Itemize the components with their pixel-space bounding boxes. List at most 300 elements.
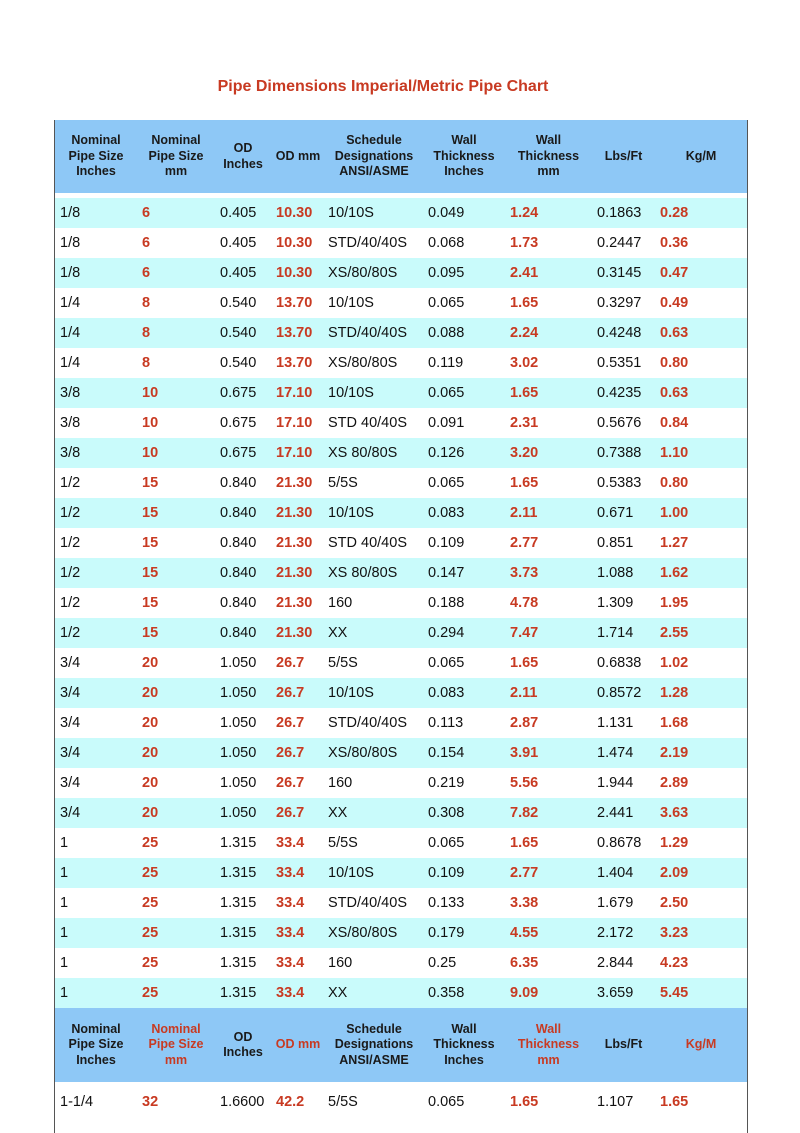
cell-od-inches: 0.540 (215, 288, 271, 318)
cell-od-mm: 17.10 (271, 438, 325, 468)
cell-lbs-ft: 1.474 (592, 738, 655, 768)
cell-od-mm: 33.4 (271, 918, 325, 948)
cell-od-inches: 1.315 (215, 828, 271, 858)
cell-nominal-mm: 6 (137, 228, 215, 258)
cell-nominal-inches: 1/8 (55, 258, 137, 288)
cell-kg-m: 4.23 (655, 948, 747, 978)
cell-wall-mm: 2.77 (505, 858, 592, 888)
cell-nominal-mm: 15 (137, 528, 215, 558)
table-row (55, 678, 747, 708)
cell-od-inches: 0.405 (215, 228, 271, 258)
table-row (55, 378, 747, 408)
cell-od-inches: 0.840 (215, 618, 271, 648)
table-row (55, 348, 747, 378)
cell-od-mm: 33.4 (271, 858, 325, 888)
cell-nominal-inches: 1/2 (55, 498, 137, 528)
cell-od-inches: 0.675 (215, 408, 271, 438)
cell-nominal-mm: 15 (137, 468, 215, 498)
cell-nominal-mm: 10 (137, 378, 215, 408)
cell-schedule: STD 40/40S (325, 528, 423, 558)
table-row (55, 588, 747, 618)
header-od-inches: OD Inches (215, 120, 271, 193)
cell-wall-mm: 3.02 (505, 348, 592, 378)
cell-kg-m: 0.80 (655, 468, 747, 498)
cell-nominal-mm: 25 (137, 948, 215, 978)
cell-nominal-mm: 10 (137, 408, 215, 438)
cell-od-inches: 1.050 (215, 708, 271, 738)
cell-kg-m: 1.28 (655, 678, 747, 708)
table-row (55, 468, 747, 498)
header-lbs-ft: Lbs/Ft (592, 120, 655, 193)
cell-wall-inches: 0.091 (423, 408, 505, 438)
cell-od-inches: 0.540 (215, 348, 271, 378)
cell-schedule: 160 (325, 768, 423, 798)
cell-wall-mm: 1.24 (505, 198, 592, 228)
cell-nominal-inches: 3/8 (55, 408, 137, 438)
cell-schedule: 5/5S (325, 828, 423, 858)
cell-od-mm: 13.70 (271, 348, 325, 378)
cell-od-inches: 1.315 (215, 918, 271, 948)
cell-od-mm: 26.7 (271, 708, 325, 738)
cell-od-mm: 26.7 (271, 678, 325, 708)
header-od-mm: OD mm (271, 120, 325, 193)
cell-nominal-inches: 1 (55, 828, 137, 858)
cell-kg-m: 2.09 (655, 858, 747, 888)
cell-schedule: STD/40/40S (325, 708, 423, 738)
cell-od-inches: 0.540 (215, 318, 271, 348)
cell-wall-inches: 0.065 (423, 468, 505, 498)
cell-kg-m: 0.84 (655, 408, 747, 438)
cell-wall-inches: 0.358 (423, 978, 505, 1008)
cell-nominal-mm: 25 (137, 888, 215, 918)
cell-wall-mm: 2.11 (505, 498, 592, 528)
cell-kg-m: 2.89 (655, 768, 747, 798)
cell-wall-inches: 0.308 (423, 798, 505, 828)
cell-schedule: STD/40/40S (325, 888, 423, 918)
cell-kg-m: 3.63 (655, 798, 747, 828)
cell-lbs-ft: 1.309 (592, 588, 655, 618)
cell-wall-mm: 9.09 (505, 978, 592, 1008)
cell-wall-inches: 0.147 (423, 558, 505, 588)
cell-lbs-ft: 1.679 (592, 888, 655, 918)
cell-od-mm: 33.4 (271, 978, 325, 1008)
cell-schedule: XS/80/80S (325, 738, 423, 768)
cell-od-inches: 0.840 (215, 528, 271, 558)
cell-od-mm: 17.10 (271, 408, 325, 438)
cell-nominal-inches: 3/4 (55, 678, 137, 708)
cell-nominal-inches: 1 (55, 918, 137, 948)
table-row (55, 1087, 747, 1117)
cell-nominal-inches: 1/4 (55, 348, 137, 378)
cell-nominal-inches: 1/8 (55, 228, 137, 258)
cell-kg-m: 1.62 (655, 558, 747, 588)
table-row (55, 828, 747, 858)
pipe-dimensions-table (55, 120, 747, 1117)
cell-od-inches: 0.405 (215, 258, 271, 288)
repeat-header-od-inches: OD Inches (215, 1008, 271, 1082)
cell-kg-m: 0.36 (655, 228, 747, 258)
cell-lbs-ft: 1.088 (592, 558, 655, 588)
cell-nominal-mm: 20 (137, 738, 215, 768)
cell-kg-m: 0.63 (655, 378, 747, 408)
cell-nominal-mm: 15 (137, 558, 215, 588)
cell-kg-m: 2.55 (655, 618, 747, 648)
cell-wall-inches: 0.113 (423, 708, 505, 738)
cell-od-mm: 26.7 (271, 648, 325, 678)
cell-wall-mm: 3.73 (505, 558, 592, 588)
cell-nominal-inches: 3/4 (55, 648, 137, 678)
repeat-header-nominal-inches: Nominal Pipe Size Inches (55, 1008, 137, 1082)
cell-kg-m: 1.68 (655, 708, 747, 738)
cell-schedule: STD 40/40S (325, 408, 423, 438)
cell-od-mm: 21.30 (271, 498, 325, 528)
table-row (55, 288, 747, 318)
cell-nominal-mm: 8 (137, 348, 215, 378)
cell-wall-mm: 7.47 (505, 618, 592, 648)
cell-nominal-inches: 1/2 (55, 558, 137, 588)
cell-od-inches: 1.315 (215, 978, 271, 1008)
cell-wall-inches: 0.294 (423, 618, 505, 648)
cell-wall-mm: 1.65 (505, 648, 592, 678)
cell-nominal-mm: 6 (137, 198, 215, 228)
cell-schedule: 5/5S (325, 1087, 423, 1117)
cell-wall-inches: 0.188 (423, 588, 505, 618)
cell-nominal-mm: 25 (137, 978, 215, 1008)
cell-wall-inches: 0.065 (423, 648, 505, 678)
cell-wall-inches: 0.049 (423, 198, 505, 228)
cell-wall-mm: 6.35 (505, 948, 592, 978)
cell-od-mm: 33.4 (271, 948, 325, 978)
cell-schedule: 160 (325, 588, 423, 618)
cell-od-inches: 1.315 (215, 888, 271, 918)
cell-lbs-ft: 2.172 (592, 918, 655, 948)
table-row (55, 708, 747, 738)
cell-lbs-ft: 0.4235 (592, 378, 655, 408)
header-schedule: Schedule Designations ANSI/ASME (325, 120, 423, 193)
cell-od-inches: 1.6600 (215, 1087, 271, 1117)
cell-wall-mm: 7.82 (505, 798, 592, 828)
cell-od-mm: 17.10 (271, 378, 325, 408)
cell-od-inches: 1.050 (215, 678, 271, 708)
cell-nominal-mm: 10 (137, 438, 215, 468)
cell-wall-inches: 0.083 (423, 498, 505, 528)
cell-lbs-ft: 1.944 (592, 768, 655, 798)
cell-nominal-mm: 6 (137, 258, 215, 288)
cell-schedule: STD/40/40S (325, 318, 423, 348)
cell-schedule: 10/10S (325, 678, 423, 708)
cell-wall-inches: 0.154 (423, 738, 505, 768)
cell-kg-m: 0.28 (655, 198, 747, 228)
cell-wall-inches: 0.126 (423, 438, 505, 468)
cell-nominal-inches: 1-1/4 (55, 1087, 137, 1117)
cell-wall-inches: 0.133 (423, 888, 505, 918)
table-row (55, 228, 747, 258)
table-body (55, 193, 747, 1117)
cell-wall-mm: 2.31 (505, 408, 592, 438)
cell-od-inches: 1.050 (215, 648, 271, 678)
header-nominal-inches: Nominal Pipe Size Inches (55, 120, 137, 193)
cell-nominal-inches: 3/8 (55, 438, 137, 468)
cell-od-inches: 0.675 (215, 438, 271, 468)
table-row (55, 528, 747, 558)
table-row (55, 648, 747, 678)
cell-wall-mm: 1.65 (505, 828, 592, 858)
cell-nominal-inches: 1 (55, 888, 137, 918)
cell-wall-inches: 0.219 (423, 768, 505, 798)
cell-wall-inches: 0.068 (423, 228, 505, 258)
cell-wall-mm: 1.73 (505, 228, 592, 258)
cell-lbs-ft: 1.107 (592, 1087, 655, 1117)
cell-od-inches: 1.315 (215, 858, 271, 888)
cell-wall-mm: 1.65 (505, 1087, 592, 1117)
cell-od-mm: 21.30 (271, 468, 325, 498)
cell-wall-inches: 0.119 (423, 348, 505, 378)
cell-od-mm: 26.7 (271, 768, 325, 798)
cell-nominal-mm: 20 (137, 798, 215, 828)
cell-od-inches: 0.405 (215, 198, 271, 228)
cell-nominal-mm: 25 (137, 858, 215, 888)
cell-od-mm: 26.7 (271, 738, 325, 768)
table-row (55, 888, 747, 918)
table-row (55, 978, 747, 1008)
cell-schedule: XS 80/80S (325, 438, 423, 468)
header-wall-inches: Wall Thickness Inches (423, 120, 505, 193)
cell-schedule: 10/10S (325, 288, 423, 318)
cell-schedule: XX (325, 618, 423, 648)
table-row (55, 768, 747, 798)
cell-od-mm: 21.30 (271, 528, 325, 558)
cell-schedule: XX (325, 978, 423, 1008)
cell-od-mm: 21.30 (271, 558, 325, 588)
cell-wall-inches: 0.065 (423, 378, 505, 408)
cell-schedule: XS/80/80S (325, 348, 423, 378)
cell-lbs-ft: 0.8678 (592, 828, 655, 858)
cell-wall-inches: 0.109 (423, 858, 505, 888)
repeat-header-schedule: Schedule Designations ANSI/ASME (325, 1008, 423, 1082)
cell-wall-mm: 3.20 (505, 438, 592, 468)
cell-nominal-inches: 1/2 (55, 468, 137, 498)
cell-lbs-ft: 1.404 (592, 858, 655, 888)
header-nominal-mm: Nominal Pipe Size mm (137, 120, 215, 193)
cell-wall-inches: 0.179 (423, 918, 505, 948)
repeat-header-kg-m: Kg/M (655, 1008, 747, 1082)
cell-nominal-mm: 25 (137, 828, 215, 858)
cell-wall-inches: 0.065 (423, 288, 505, 318)
repeat-header-od-mm: OD mm (271, 1008, 325, 1082)
cell-nominal-inches: 3/4 (55, 768, 137, 798)
cell-schedule: 10/10S (325, 858, 423, 888)
repeat-header-nominal-mm: Nominal Pipe Size mm (137, 1008, 215, 1082)
cell-schedule: 5/5S (325, 648, 423, 678)
cell-od-inches: 1.050 (215, 798, 271, 828)
cell-schedule: XS 80/80S (325, 558, 423, 588)
header-kg-m: Kg/M (655, 120, 747, 193)
cell-kg-m: 1.10 (655, 438, 747, 468)
table-row (55, 198, 747, 228)
table-row (55, 558, 747, 588)
cell-lbs-ft: 0.7388 (592, 438, 655, 468)
cell-kg-m: 2.50 (655, 888, 747, 918)
cell-kg-m: 1.29 (655, 828, 747, 858)
cell-lbs-ft: 0.1863 (592, 198, 655, 228)
cell-lbs-ft: 0.4248 (592, 318, 655, 348)
table-row (55, 498, 747, 528)
cell-wall-mm: 3.38 (505, 888, 592, 918)
cell-od-mm: 10.30 (271, 198, 325, 228)
table-row (55, 618, 747, 648)
cell-nominal-mm: 20 (137, 678, 215, 708)
cell-od-mm: 33.4 (271, 888, 325, 918)
cell-nominal-inches: 1/4 (55, 288, 137, 318)
table-row (55, 948, 747, 978)
table-row (55, 438, 747, 468)
cell-kg-m: 3.23 (655, 918, 747, 948)
cell-kg-m: 5.45 (655, 978, 747, 1008)
cell-schedule: 5/5S (325, 468, 423, 498)
cell-schedule: XX (325, 798, 423, 828)
cell-wall-inches: 0.109 (423, 528, 505, 558)
cell-lbs-ft: 2.844 (592, 948, 655, 978)
cell-lbs-ft: 0.6838 (592, 648, 655, 678)
repeated-header-row (55, 1008, 747, 1082)
cell-od-inches: 0.840 (215, 468, 271, 498)
repeat-header-lbs-ft: Lbs/Ft (592, 1008, 655, 1082)
header-wall-mm: Wall Thickness mm (505, 120, 592, 193)
cell-wall-mm: 2.11 (505, 678, 592, 708)
cell-schedule: 10/10S (325, 498, 423, 528)
cell-wall-mm: 4.55 (505, 918, 592, 948)
cell-kg-m: 1.95 (655, 588, 747, 618)
cell-lbs-ft: 1.714 (592, 618, 655, 648)
cell-nominal-mm: 8 (137, 288, 215, 318)
cell-schedule: 160 (325, 948, 423, 978)
cell-nominal-mm: 20 (137, 648, 215, 678)
cell-kg-m: 1.27 (655, 528, 747, 558)
cell-lbs-ft: 3.659 (592, 978, 655, 1008)
table-row (55, 918, 747, 948)
cell-nominal-inches: 1 (55, 978, 137, 1008)
cell-nominal-mm: 25 (137, 918, 215, 948)
cell-lbs-ft: 0.3145 (592, 258, 655, 288)
cell-wall-mm: 1.65 (505, 378, 592, 408)
cell-kg-m: 0.63 (655, 318, 747, 348)
cell-wall-mm: 2.87 (505, 708, 592, 738)
cell-nominal-inches: 1 (55, 858, 137, 888)
cell-od-mm: 33.4 (271, 828, 325, 858)
cell-od-mm: 42.2 (271, 1087, 325, 1117)
cell-nominal-mm: 15 (137, 498, 215, 528)
table-row (55, 318, 747, 348)
cell-nominal-inches: 1 (55, 948, 137, 978)
cell-schedule: XS/80/80S (325, 918, 423, 948)
cell-nominal-inches: 3/4 (55, 798, 137, 828)
cell-nominal-mm: 8 (137, 318, 215, 348)
cell-schedule: XS/80/80S (325, 258, 423, 288)
repeat-header-wall-mm: Wall Thickness mm (505, 1008, 592, 1082)
cell-od-inches: 1.315 (215, 948, 271, 978)
cell-lbs-ft: 0.3297 (592, 288, 655, 318)
cell-schedule: 10/10S (325, 378, 423, 408)
cell-kg-m: 0.49 (655, 288, 747, 318)
cell-lbs-ft: 0.671 (592, 498, 655, 528)
page-title: Pipe Dimensions Imperial/Metric Pipe Chart (217, 78, 549, 95)
cell-od-inches: 0.675 (215, 378, 271, 408)
cell-wall-mm: 3.91 (505, 738, 592, 768)
cell-kg-m: 0.80 (655, 348, 747, 378)
header-row (55, 120, 747, 193)
table-row (55, 738, 747, 768)
cell-nominal-mm: 32 (137, 1087, 215, 1117)
cell-nominal-inches: 3/8 (55, 378, 137, 408)
cell-nominal-inches: 1/2 (55, 528, 137, 558)
cell-wall-mm: 2.24 (505, 318, 592, 348)
cell-wall-inches: 0.065 (423, 828, 505, 858)
cell-od-inches: 1.050 (215, 738, 271, 768)
cell-lbs-ft: 0.5351 (592, 348, 655, 378)
cell-lbs-ft: 0.851 (592, 528, 655, 558)
cell-wall-mm: 2.41 (505, 258, 592, 288)
cell-kg-m: 2.19 (655, 738, 747, 768)
pipe-table-container (54, 120, 748, 1133)
cell-wall-mm: 2.77 (505, 528, 592, 558)
cell-od-inches: 0.840 (215, 498, 271, 528)
cell-wall-mm: 4.78 (505, 588, 592, 618)
cell-od-inches: 0.840 (215, 588, 271, 618)
cell-wall-mm: 1.65 (505, 288, 592, 318)
cell-wall-inches: 0.083 (423, 678, 505, 708)
cell-lbs-ft: 0.8572 (592, 678, 655, 708)
cell-nominal-inches: 1/4 (55, 318, 137, 348)
cell-lbs-ft: 0.5383 (592, 468, 655, 498)
cell-od-inches: 0.840 (215, 558, 271, 588)
cell-od-mm: 21.30 (271, 618, 325, 648)
cell-schedule: STD/40/40S (325, 228, 423, 258)
cell-wall-inches: 0.088 (423, 318, 505, 348)
cell-kg-m: 1.02 (655, 648, 747, 678)
table-row (55, 408, 747, 438)
cell-lbs-ft: 0.5676 (592, 408, 655, 438)
cell-lbs-ft: 2.441 (592, 798, 655, 828)
cell-schedule: 10/10S (325, 198, 423, 228)
cell-nominal-mm: 20 (137, 768, 215, 798)
cell-nominal-inches: 1/8 (55, 198, 137, 228)
cell-kg-m: 1.65 (655, 1087, 747, 1117)
table-row (55, 258, 747, 288)
cell-lbs-ft: 0.2447 (592, 228, 655, 258)
cell-wall-mm: 5.56 (505, 768, 592, 798)
cell-od-mm: 13.70 (271, 318, 325, 348)
cell-nominal-inches: 3/4 (55, 738, 137, 768)
cell-wall-inches: 0.25 (423, 948, 505, 978)
cell-od-inches: 1.050 (215, 768, 271, 798)
cell-od-mm: 13.70 (271, 288, 325, 318)
cell-od-mm: 10.30 (271, 258, 325, 288)
cell-lbs-ft: 1.131 (592, 708, 655, 738)
cell-kg-m: 0.47 (655, 258, 747, 288)
cell-nominal-mm: 20 (137, 708, 215, 738)
cell-nominal-mm: 15 (137, 618, 215, 648)
cell-nominal-inches: 1/2 (55, 588, 137, 618)
table-row (55, 798, 747, 828)
cell-nominal-inches: 1/2 (55, 618, 137, 648)
cell-wall-inches: 0.095 (423, 258, 505, 288)
cell-od-mm: 21.30 (271, 588, 325, 618)
cell-od-mm: 26.7 (271, 798, 325, 828)
cell-nominal-inches: 3/4 (55, 708, 137, 738)
cell-wall-inches: 0.065 (423, 1087, 505, 1117)
table-row (55, 858, 747, 888)
repeat-header-wall-inches: Wall Thickness Inches (423, 1008, 505, 1082)
